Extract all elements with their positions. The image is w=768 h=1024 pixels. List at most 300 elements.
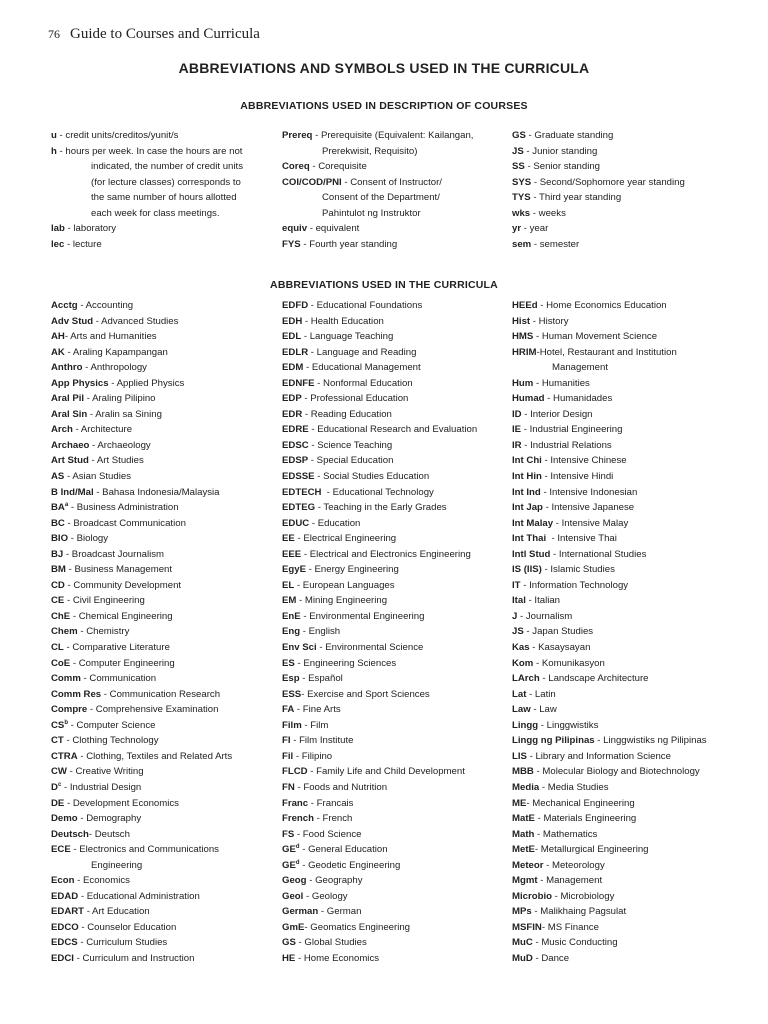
abbreviation-entry <box>282 873 477 889</box>
separator: - <box>520 579 530 591</box>
abbreviation-term: MetE <box>512 844 535 856</box>
abbreviation-entry <box>51 469 232 485</box>
abbreviation-entry <box>512 920 707 936</box>
abbreviation-entry <box>512 935 707 951</box>
definition-continuation: Pahintulot ng Instruktor <box>322 207 421 219</box>
abbreviation-entry <box>512 873 707 889</box>
abbreviation-term: Intl Stud <box>512 548 551 560</box>
abbreviation-definition: Demography <box>86 813 142 825</box>
abbreviation-definition: Islamic Studies <box>550 564 615 576</box>
separator: - <box>88 828 95 840</box>
abbreviation-term: Math <box>512 828 535 840</box>
abbreviation-entry <box>512 314 707 330</box>
abbreviation-entry <box>282 889 477 905</box>
separator: - <box>526 797 533 809</box>
abbreviation-definition: Educational Management <box>311 362 421 374</box>
abbreviation-term: Aral Sin <box>51 408 88 420</box>
abbreviation-entry <box>51 951 232 967</box>
abbreviation-definition: Senior standing <box>533 161 601 172</box>
separator: - <box>64 238 73 250</box>
separator: - <box>63 548 72 560</box>
abbreviation-definition: Intensive Japanese <box>551 502 635 514</box>
abbreviation-definition: Industrial Relations <box>530 439 612 451</box>
abbreviation-definition: Geomatics Engineering <box>310 921 411 933</box>
abbreviation-entry <box>51 764 232 780</box>
abbreviation-definition: Intensive Thai <box>557 533 617 545</box>
abbreviation-entry <box>282 764 477 780</box>
separator: - <box>64 471 73 483</box>
abbreviation-term: Int Chi <box>512 455 542 467</box>
separator: - <box>537 875 547 887</box>
abbreviation-entry <box>51 873 232 889</box>
abbreviation-definition: Consent of Instructor/ <box>350 176 442 188</box>
abbreviation-entry <box>282 951 477 967</box>
abbreviation-term: HE <box>282 952 296 964</box>
abbreviation-term: Archaeo <box>51 439 90 451</box>
abbreviation-definition: Art Education <box>92 906 150 918</box>
abbreviation-entry <box>51 656 232 672</box>
abbreviation-definition: Arts and Humanities <box>70 331 157 343</box>
abbreviation-entry <box>512 764 707 780</box>
abbreviation-entry <box>51 391 232 407</box>
abbreviation-definition: Fourth year standing <box>309 238 398 250</box>
abbreviation-entry <box>51 329 232 345</box>
abbreviation-entry <box>51 237 243 253</box>
abbreviation-definition: Civil Engineering <box>72 595 145 607</box>
separator: - <box>294 704 303 716</box>
abbreviation-definition: Latin <box>534 688 556 700</box>
abbreviation-term: App Physics <box>51 377 109 389</box>
abbreviation-term: Hist <box>512 315 531 327</box>
abbreviation-term: MPs <box>512 906 532 918</box>
abbreviation-entry <box>51 438 232 454</box>
abbreviation-definition: Landscape Architecture <box>548 673 649 685</box>
separator: - <box>302 408 311 420</box>
separator: - <box>87 704 96 716</box>
abbreviation-term: Arch <box>51 424 73 436</box>
separator: - <box>526 750 536 762</box>
abbreviation-term: $GE^d$ <box>282 843 300 856</box>
abbreviation-definition: Broadcast Communication <box>73 517 186 529</box>
abbreviation-entry <box>512 453 707 469</box>
abbreviation-entry <box>282 562 477 578</box>
abbreviation-term: IT <box>512 579 521 591</box>
abbreviation-entry <box>282 780 477 796</box>
separator: - <box>534 813 544 825</box>
abbreviation-entry <box>512 656 707 672</box>
definition-continuation: indicated, the number of credit units <box>91 161 243 172</box>
abbreviation-entry <box>512 531 707 547</box>
abbreviation-entry <box>512 221 685 237</box>
abbreviation-term: EDCI <box>51 952 74 964</box>
abbreviation-definition: Engineering Sciences <box>303 657 397 669</box>
separator: - <box>68 719 77 731</box>
abbreviation-entry <box>51 314 232 330</box>
separator: - <box>341 176 351 188</box>
abbreviation-term: Hum <box>512 377 534 389</box>
separator: - <box>294 828 303 840</box>
abbreviation-entry <box>51 453 232 469</box>
separator: - <box>293 750 302 762</box>
abbreviation-term: EDSP <box>282 455 309 467</box>
abbreviation-entry <box>512 796 707 812</box>
abbreviation-entry <box>282 935 477 951</box>
separator: - <box>300 238 310 250</box>
separator: - <box>56 145 66 157</box>
abbreviation-definition: Molecular Biology and Biotechnology <box>542 766 700 778</box>
abbreviation-entry <box>51 345 232 361</box>
abbreviation-entry <box>282 175 473 191</box>
abbreviation-term: Int Thai <box>512 533 547 545</box>
separator: - <box>87 408 96 420</box>
abbreviation-term: EDL <box>282 331 302 343</box>
abbreviation-definition: Communication Research <box>109 688 221 700</box>
abbreviation-entry <box>282 920 477 936</box>
page-title: ABBREVIATIONS AND SYMBOLS USED IN THE CURRICULA <box>178 60 590 76</box>
abbreviation-entry <box>51 733 232 749</box>
separator: - <box>542 502 552 514</box>
abbreviation-entry <box>51 547 232 563</box>
abbreviation-term: lec <box>51 238 65 250</box>
abbreviation-definition: Komunikasyon <box>541 657 605 669</box>
abbreviation-definition: Electrical Engineering <box>303 533 397 545</box>
abbreviation-term: EDCS <box>51 937 78 949</box>
abbreviation-term: AS <box>51 471 65 483</box>
separator: - <box>82 362 91 374</box>
abbreviation-definition: Industrial Design <box>69 781 142 793</box>
separator: - <box>523 145 533 157</box>
abbreviation-term: EgyE <box>282 564 306 576</box>
abbreviation-term: sem <box>512 238 532 250</box>
curricula-abbr-column-3 <box>512 298 707 967</box>
abbreviation-entry <box>51 842 232 858</box>
abbreviation-entry <box>282 453 477 469</box>
separator: - <box>541 471 551 483</box>
abbreviation-entry <box>51 718 232 734</box>
separator: - <box>70 657 79 669</box>
separator: - <box>551 890 561 902</box>
separator: - <box>66 766 76 778</box>
separator: - <box>64 346 73 358</box>
abbreviation-entry <box>512 687 707 703</box>
abbreviation-entry <box>51 609 232 625</box>
separator: - <box>315 502 324 514</box>
abbreviation-definition: Educational Foundations <box>316 300 423 311</box>
abbreviation-definition: Environmental Science <box>325 642 424 654</box>
abbreviation-entry <box>282 500 477 516</box>
abbreviation-entry <box>51 531 232 547</box>
abbreviation-entry <box>282 298 477 314</box>
abbreviation-term: JS <box>512 145 524 157</box>
abbreviation-term: FI <box>282 735 291 747</box>
separator: - <box>65 564 75 576</box>
definition-continuation: Consent of the Department/ <box>322 192 440 203</box>
abbreviation-definition: Special Education <box>316 455 394 467</box>
abbreviation-entry <box>282 733 477 749</box>
separator: - <box>78 921 88 933</box>
abbreviation-entry <box>282 391 477 407</box>
abbreviation-term: HMS <box>512 331 534 343</box>
abbreviation-entry <box>512 407 707 423</box>
abbreviation-entry <box>282 749 477 765</box>
separator: - <box>64 579 74 591</box>
separator: - <box>521 439 531 451</box>
abbreviation-definition: Film <box>310 719 329 731</box>
abbreviation-entry <box>51 407 232 423</box>
separator: - <box>301 719 311 731</box>
abbreviation-definition: Environmental Engineering <box>309 610 425 622</box>
separator: - <box>521 223 530 234</box>
separator: - <box>530 704 540 716</box>
abbreviation-definition: Kasaysayan <box>538 642 591 654</box>
abbreviation-definition: Social Studies Education <box>323 471 430 483</box>
abbreviation-entry <box>51 422 232 438</box>
abbreviation-definition: General Education <box>308 844 388 856</box>
abbreviation-definition: Intensive Hindi <box>550 471 614 483</box>
separator: - <box>300 626 309 638</box>
abbreviation-entry <box>282 796 477 812</box>
abbreviation-definition: Electrical and Electronics Engineering <box>309 548 471 560</box>
course-abbr-column-3 <box>512 128 685 252</box>
abbreviation-definition: European Languages <box>302 579 395 591</box>
abbreviation-entry <box>512 469 707 485</box>
abbreviation-term: LArch <box>512 673 540 685</box>
abbreviation-definition: Computer Engineering <box>78 657 175 669</box>
abbreviation-entry <box>512 144 685 160</box>
abbreviation-definition: Metallurgical Engineering <box>540 844 649 856</box>
abbreviation-entry <box>51 702 232 718</box>
abbreviation-entry <box>512 593 707 609</box>
abbreviation-entry <box>512 562 707 578</box>
separator: - <box>295 937 305 949</box>
abbreviation-entry <box>282 329 477 345</box>
separator: - <box>550 548 559 560</box>
footnote-marker: c <box>57 781 62 788</box>
definition-continuation: Management <box>552 362 608 374</box>
abbreviation-definition: Global Studies <box>304 937 367 949</box>
abbreviation-entry <box>512 237 685 253</box>
separator: - <box>321 486 333 498</box>
abbreviation-term: FLCD <box>282 766 308 778</box>
abbreviation-term: Aral Pil <box>51 393 85 405</box>
abbreviation-entry <box>512 780 707 796</box>
footnote-marker: d <box>295 859 300 866</box>
abbreviation-entry <box>282 516 477 532</box>
separator: - <box>540 486 550 498</box>
separator: - <box>530 315 539 327</box>
abbreviation-term: EDTECH <box>282 486 322 498</box>
abbreviation-entry <box>282 345 477 361</box>
separator: - <box>541 921 548 933</box>
abbreviation-term: FN <box>282 781 295 793</box>
abbreviation-entry <box>51 298 232 314</box>
separator: - <box>307 766 317 778</box>
separator: - <box>533 766 543 778</box>
abbreviation-definition: Management <box>546 875 603 887</box>
separator: - <box>68 533 77 545</box>
abbreviation-term: Media <box>512 781 540 793</box>
abbreviation-definition: Humanities <box>541 377 590 389</box>
separator: - <box>88 455 97 467</box>
abbreviation-entry <box>282 422 477 438</box>
separator: - <box>70 610 79 622</box>
separator: - <box>308 300 317 311</box>
abbreviation-term: FS <box>282 828 295 840</box>
abbreviation-term: wks <box>512 207 531 219</box>
separator: - <box>534 844 541 856</box>
abbreviation-term: Law <box>512 704 531 716</box>
abbreviation-entry <box>512 159 685 175</box>
separator: - <box>74 875 83 887</box>
separator: - <box>80 673 90 685</box>
abbreviation-definition: Fine Arts <box>302 704 341 716</box>
separator: - <box>539 673 549 685</box>
separator: - <box>72 424 81 436</box>
separator: - <box>308 346 317 358</box>
separator: - <box>546 533 558 545</box>
abbreviation-term: SS <box>512 161 525 172</box>
separator: - <box>63 642 73 654</box>
abbreviation-term: EDH <box>282 315 303 327</box>
abbreviation-entry <box>512 640 707 656</box>
abbreviation-term: Eng <box>282 626 301 638</box>
abbreviation-term: Kom <box>512 657 534 669</box>
abbreviation-entry <box>51 889 232 905</box>
abbreviation-definition: Humanidades <box>553 393 613 405</box>
abbreviation-definition: Archaeology <box>97 439 151 451</box>
separator: - <box>93 315 102 327</box>
abbreviation-entry <box>282 624 477 640</box>
abbreviation-entry <box>51 935 232 951</box>
abbreviation-entry <box>51 144 243 160</box>
abbreviation-term: JS <box>512 626 524 638</box>
separator: - <box>544 393 554 405</box>
abbreviation-entry <box>512 175 685 191</box>
abbreviation-entry <box>512 329 707 345</box>
separator: - <box>301 393 311 405</box>
separator: - <box>64 331 71 343</box>
abbreviation-entry <box>512 206 685 222</box>
definition-continuation: (for lecture classes) corresponds to <box>91 176 241 188</box>
separator: - <box>517 610 526 622</box>
abbreviation-definition: Bahasa Indonesia/Malaysia <box>102 486 220 498</box>
separator: - <box>93 486 103 498</box>
abbreviation-entry <box>282 407 477 423</box>
separator: - <box>77 300 86 311</box>
abbreviation-definition: Architecture <box>80 424 133 436</box>
abbreviation-definition: Third year standing <box>539 192 622 203</box>
separator: - <box>77 937 87 949</box>
abbreviation-term: Art Stud <box>51 455 89 467</box>
abbreviation-term: Microbio <box>512 890 552 902</box>
abbreviation-term: MBB <box>512 766 534 778</box>
abbreviation-entry <box>512 485 707 501</box>
separator: - <box>308 455 317 467</box>
separator: - <box>521 408 531 420</box>
abbreviation-entry <box>282 640 477 656</box>
separator: - <box>531 176 540 188</box>
abbreviation-term: CL <box>51 642 64 654</box>
abbreviation-term: EDP <box>282 393 302 405</box>
separator: - <box>307 223 316 234</box>
abbreviation-term: ChE <box>51 610 71 622</box>
abbreviation-definition: Human Movement Science <box>541 331 658 343</box>
abbreviation-entry <box>282 904 477 920</box>
abbreviation-definition: Mining Engineering <box>304 595 388 607</box>
abbreviation-entry <box>282 360 477 376</box>
separator: - <box>308 797 317 809</box>
abbreviation-definition: Food Science <box>302 828 362 840</box>
abbreviation-definition: Home Economics Education <box>546 300 667 311</box>
abbreviation-definition: Professional Education <box>310 393 409 405</box>
abbreviation-definition: Economics <box>83 875 130 887</box>
abbreviation-term: COI/COD/PNI <box>282 176 342 188</box>
abbreviation-entry <box>512 702 707 718</box>
separator: - <box>524 161 534 172</box>
abbreviation-entry <box>51 624 232 640</box>
abbreviation-definition: Film Institute <box>299 735 354 747</box>
abbreviation-term: HRIM <box>512 346 537 358</box>
abbreviation-definition: Music Conducting <box>541 937 618 949</box>
abbreviation-term: EDSSE <box>282 471 315 483</box>
abbreviation-definition: Law <box>539 704 557 716</box>
abbreviation-entry <box>512 904 707 920</box>
definition-continuation: the same number of hours allotted <box>91 192 237 203</box>
definition-continuation: Engineering <box>91 859 143 871</box>
separator: - <box>533 331 542 343</box>
abbreviation-entry <box>512 438 707 454</box>
abbreviation-term: Comm <box>51 673 81 685</box>
abbreviation-term: LIS <box>512 750 527 762</box>
abbreviation-term: CE <box>51 595 65 607</box>
abbreviation-entry <box>282 827 477 843</box>
abbreviation-entry <box>51 904 232 920</box>
section-title-curricula-abbreviations: ABBREVIATIONS USED IN THE CURRICULA <box>270 279 498 291</box>
abbreviation-entry <box>512 298 707 314</box>
abbreviation-term: MuD <box>512 952 533 964</box>
abbreviation-term: AH <box>51 331 65 343</box>
abbreviation-term: Humad <box>512 393 545 405</box>
curricula-abbr-column-2 <box>282 298 477 967</box>
abbreviation-term: EDRE <box>282 424 309 436</box>
course-abbr-column-2 <box>282 128 473 252</box>
separator: - <box>68 502 77 514</box>
abbreviation-definition: Anthropology <box>90 362 147 374</box>
abbreviation-term: Chem <box>51 626 78 638</box>
abbreviation-definition: Intensive Indonesian <box>549 486 638 498</box>
abbreviation-term: EDCO <box>51 921 79 933</box>
separator: - <box>77 813 87 825</box>
abbreviation-term: EL <box>282 579 295 591</box>
abbreviation-entry <box>282 858 477 874</box>
separator: - <box>541 455 551 467</box>
abbreviation-entry <box>282 578 477 594</box>
abbreviation-definition: Graduate standing <box>534 130 614 141</box>
abbreviation-entry <box>282 842 477 858</box>
abbreviation-term: CTRA <box>51 750 78 762</box>
footnote-marker: a <box>64 501 69 508</box>
definition-continuation: each week for class meetings. <box>91 207 220 219</box>
abbreviation-term: Ital <box>512 595 526 607</box>
abbreviation-term: EEE <box>282 548 302 560</box>
abbreviation-term: Demo <box>51 813 78 825</box>
separator: - <box>84 393 93 405</box>
abbreviation-definition: Art Studies <box>96 455 144 467</box>
abbreviation-definition: Industrial Engineering <box>529 424 623 436</box>
separator: - <box>304 921 311 933</box>
abbreviation-entry <box>512 547 707 563</box>
abbreviation-term: CD <box>51 579 65 591</box>
